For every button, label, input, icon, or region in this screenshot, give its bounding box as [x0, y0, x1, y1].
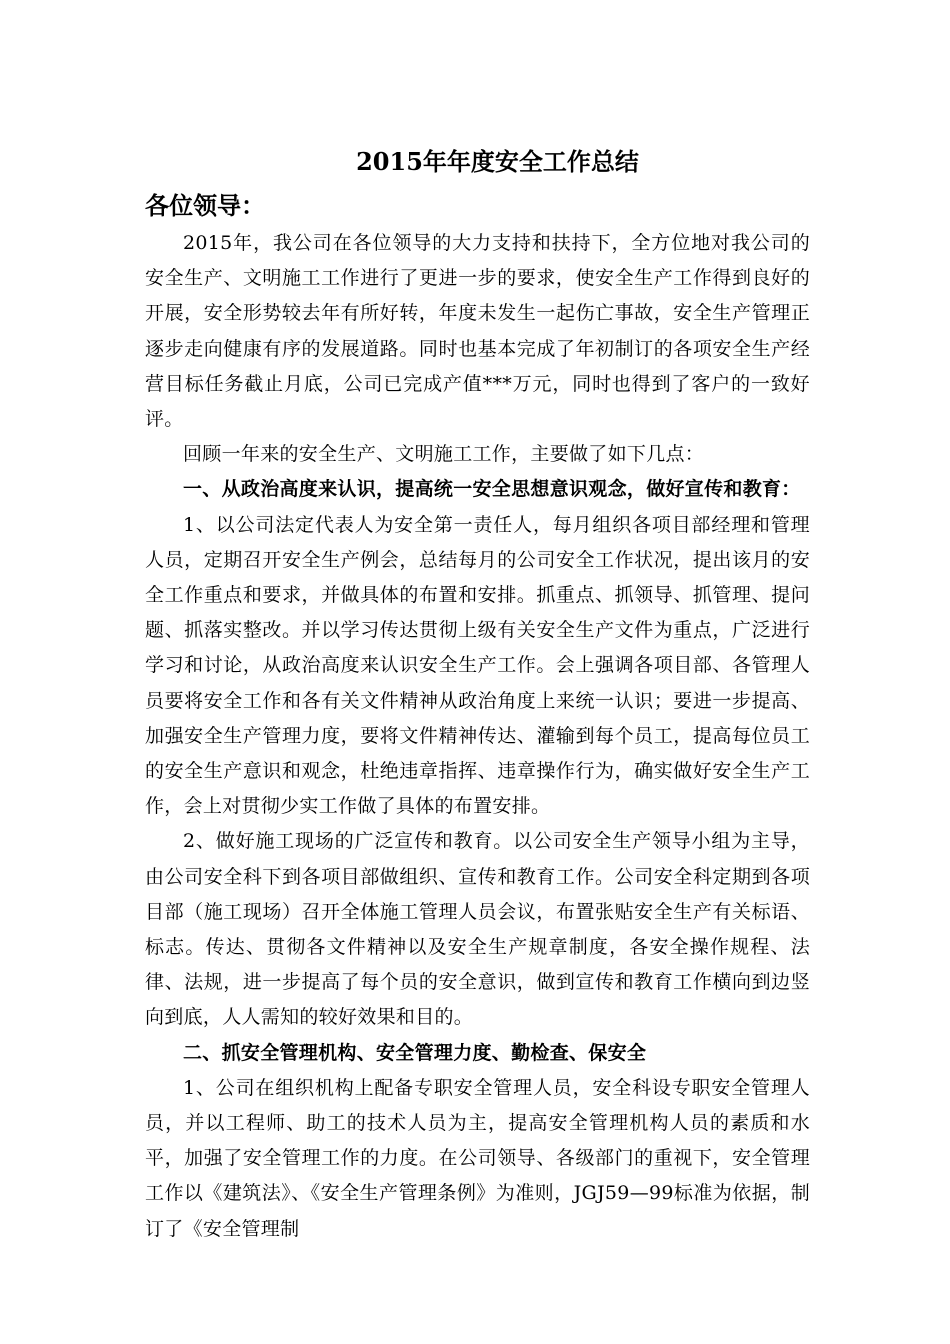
section-heading-2: 二、抓安全管理机构、安全管理力度、勤检查、保安全: [183, 1041, 647, 1064]
paragraph-review: 回顾一年来的安全生产、文明施工工作，主要做了如下几点：: [183, 443, 705, 466]
salutation: 各位领导：: [145, 191, 265, 220]
section-heading-1: 一、从政治高度来认识，提高统一安全思想意识观念，做好宣传和教育：: [183, 478, 801, 501]
paragraph-2-1: 1、公司在组织机构上配备专职安全管理人员，安全科设专职安全管理人员，并以工程师、助工的技术人员为主，提高安全管理机构人员的素质和水平，加强了安全管理工作的力度。在公司领导、各级部门的重视下，安全管理工作以《建筑法》、《安全生产管理条例》为准则，JGJ59—99标准为依据，制订了《安全管理制: [145, 1076, 810, 1240]
document-title: 2015年年度安全工作总结: [356, 147, 639, 176]
paragraph-intro: 2015年，我公司在各位领导的大力支持和扶持下，全方位地对我公司的安全生产、文明施工工作进行了更进一步的要求，使安全生产工作得到良好的开展，安全形势较去年有所好转，年度未发生一起伤亡事故，安全生产管理正逐步走向健康有序的发展道路。同时也基本完成了年初制订的各项安全生产经营目标任务截止月底，公司已完成产值***万元，同时也得到了客户的一致好评。: [145, 232, 810, 431]
document-body: [145, 142, 810, 1247]
paragraph-1-1: 1、以公司法定代表人为安全第一责任人，每月组织各项目部经理和管理人员，定期召开安全生产例会，总结每月的公司安全工作状况，提出该月的安全工作重点和要求，并做具体的布置和安排。抓重点、抓领导、抓管理、提问题、抓落实整改。并以学习传达贯彻上级有关安全生产文件为重点，广泛进行学习和讨论，从政治高度来认识安全生产工作。会上强调各项目部、各管理人员要将安全工作和各有关文件精神从政治角度上来统一认识；要进一步提高、加强安全生产管理力度，要将文件精神传达、灌输到每个员工，提高每位员工的安全生产意识和观念，杜绝违章指挥、违章操作行为，确实做好安全生产工作，会上对贯彻少实工作做了具体的布置安排。: [145, 513, 810, 818]
paragraph-1-2: 2、做好施工现场的广泛宣传和教育。以公司安全生产领导小组为主导，由公司安全科下到各项目部做组织、宣传和教育工作。公司安全科定期到各项目部（施工现场）召开全体施工管理人员会议，布置张贴安全生产有关标语、标志。传达、贯彻各文件精神以及安全生产规章制度，各安全操作规程、法律、法规，进一步提高了每个员的安全意识，做到宣传和教育工作横向到边竖向到底，人人需知的较好效果和目的。: [145, 830, 810, 1029]
